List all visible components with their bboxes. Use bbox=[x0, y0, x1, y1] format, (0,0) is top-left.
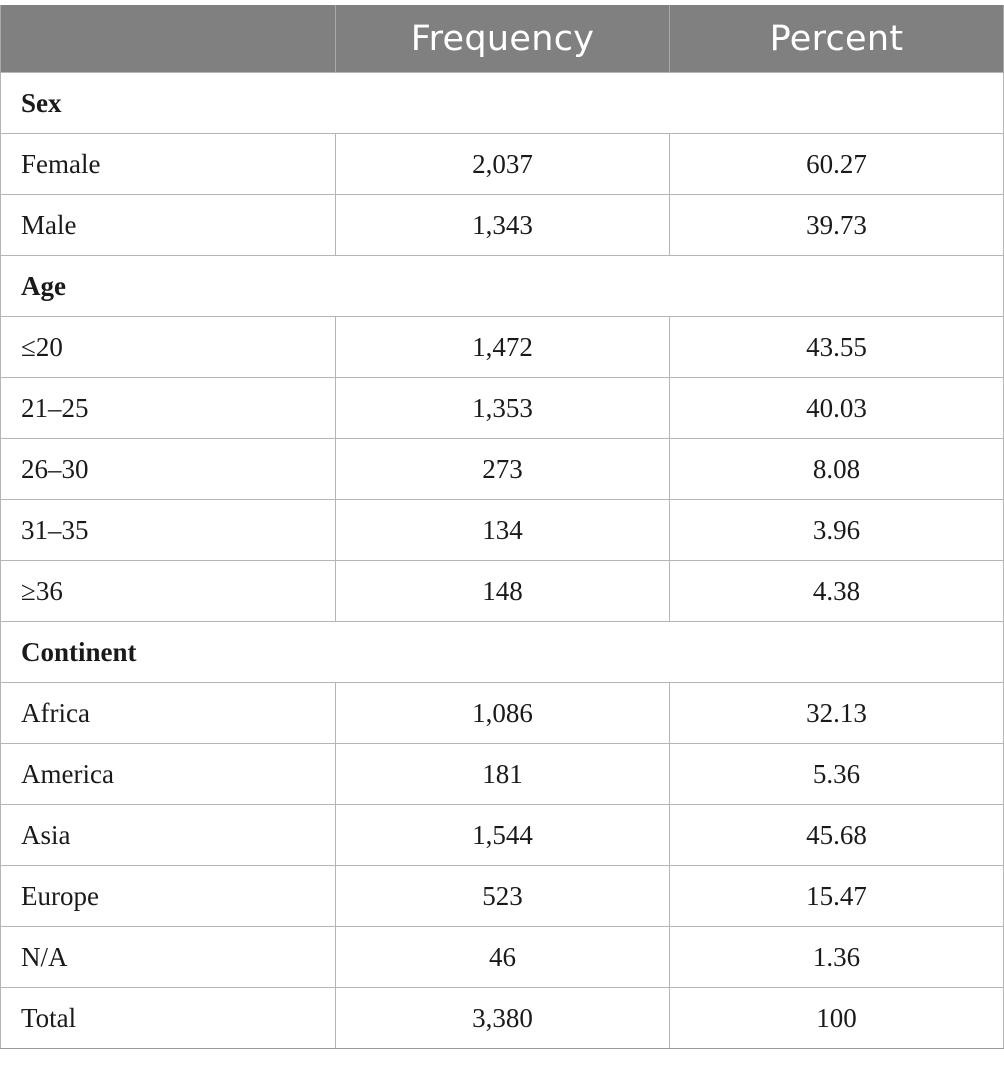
frequency-cell: 273 bbox=[336, 439, 670, 500]
table-row bbox=[1, 439, 1004, 500]
frequency-cell: 1,343 bbox=[336, 195, 670, 256]
table-row bbox=[1, 317, 1004, 378]
percent-cell: 5.36 bbox=[670, 744, 1004, 805]
row-label: ≥36 bbox=[1, 561, 336, 622]
table-row bbox=[1, 927, 1004, 988]
group-header-row bbox=[1, 73, 1004, 134]
frequency-cell: 523 bbox=[336, 866, 670, 927]
frequency-cell: 2,037 bbox=[336, 134, 670, 195]
row-label: Europe bbox=[1, 866, 336, 927]
frequency-cell: 3,380 bbox=[336, 988, 670, 1049]
group-header-row bbox=[1, 256, 1004, 317]
row-label: Male bbox=[1, 195, 336, 256]
table-row bbox=[1, 500, 1004, 561]
group-label: Sex bbox=[1, 73, 1004, 134]
table-row bbox=[1, 988, 1004, 1049]
frequency-cell: 46 bbox=[336, 927, 670, 988]
table-row bbox=[1, 378, 1004, 439]
table-row bbox=[1, 561, 1004, 622]
percent-cell: 40.03 bbox=[670, 378, 1004, 439]
row-label: N/A bbox=[1, 927, 336, 988]
demographics-table bbox=[0, 5, 1004, 1049]
group-label: Continent bbox=[1, 622, 1004, 683]
percent-cell: 43.55 bbox=[670, 317, 1004, 378]
header-percent: Percent bbox=[670, 5, 1004, 73]
header-category bbox=[1, 5, 336, 73]
header-row bbox=[1, 5, 1004, 73]
frequency-cell: 181 bbox=[336, 744, 670, 805]
frequency-cell: 148 bbox=[336, 561, 670, 622]
group-header-row bbox=[1, 622, 1004, 683]
percent-cell: 60.27 bbox=[670, 134, 1004, 195]
percent-cell: 1.36 bbox=[670, 927, 1004, 988]
table-row bbox=[1, 134, 1004, 195]
percent-cell: 100 bbox=[670, 988, 1004, 1049]
table-row bbox=[1, 744, 1004, 805]
row-label: ≤20 bbox=[1, 317, 336, 378]
percent-cell: 3.96 bbox=[670, 500, 1004, 561]
group-label: Age bbox=[1, 256, 1004, 317]
frequency-cell: 1,353 bbox=[336, 378, 670, 439]
frequency-cell: 134 bbox=[336, 500, 670, 561]
table-row bbox=[1, 195, 1004, 256]
percent-cell: 15.47 bbox=[670, 866, 1004, 927]
percent-cell: 39.73 bbox=[670, 195, 1004, 256]
row-label: Female bbox=[1, 134, 336, 195]
frequency-cell: 1,472 bbox=[336, 317, 670, 378]
table-header bbox=[1, 5, 1004, 73]
frequency-cell: 1,544 bbox=[336, 805, 670, 866]
table-body bbox=[1, 73, 1004, 1049]
row-label: Total bbox=[1, 988, 336, 1049]
row-label: Asia bbox=[1, 805, 336, 866]
row-label: America bbox=[1, 744, 336, 805]
percent-cell: 8.08 bbox=[670, 439, 1004, 500]
row-label: Africa bbox=[1, 683, 336, 744]
row-label: 26–30 bbox=[1, 439, 336, 500]
percent-cell: 4.38 bbox=[670, 561, 1004, 622]
table-row bbox=[1, 866, 1004, 927]
table-row bbox=[1, 683, 1004, 744]
table-row bbox=[1, 805, 1004, 866]
row-label: 31–35 bbox=[1, 500, 336, 561]
percent-cell: 45.68 bbox=[670, 805, 1004, 866]
row-label: 21–25 bbox=[1, 378, 336, 439]
percent-cell: 32.13 bbox=[670, 683, 1004, 744]
frequency-cell: 1,086 bbox=[336, 683, 670, 744]
header-frequency: Frequency bbox=[336, 5, 670, 73]
